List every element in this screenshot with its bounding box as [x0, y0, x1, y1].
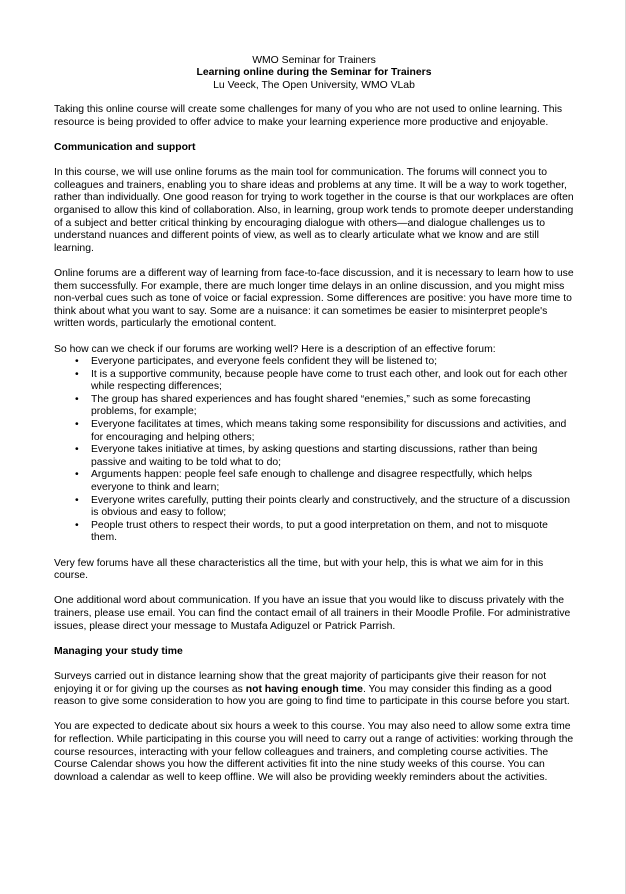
document-title: Learning online during the Seminar for Trainers: [196, 67, 432, 79]
list-item: [75, 393, 574, 419]
study-time-emphasis: not having enough time: [245, 683, 363, 695]
communication-paragraph-3: Very few forums have all these characteristics all the time, but with your help, this is what we aim for in this course.: [54, 557, 544, 582]
list-item-text: Everyone takes initiative at times, by asking questions and starting discussions, rather than being passive and waiting to be told what to do;: [91, 444, 538, 468]
document-header: [54, 55, 574, 92]
bullet-icon: •: [75, 356, 79, 368]
study-time-text-start: Surveys carried out in distance learning show that the great majority of participants give their reason for not enjoying it or for giving up the courses as: [54, 670, 547, 695]
list-item: [75, 519, 574, 545]
seminar-title: WMO Seminar for Trainers: [252, 55, 376, 66]
list-item: [75, 368, 574, 394]
list-item-text: It is a supportive community, because people have come to trust each other, and look out for each other while respecting differences;: [91, 368, 568, 393]
list-item-text: People trust others to respect their words, to put a good interpretation on them, and not to misquote them.: [91, 519, 548, 544]
list-item: [75, 419, 574, 444]
study-time-paragraph-1: [54, 671, 574, 709]
bullet-icon: •: [75, 469, 79, 481]
list-item: [75, 444, 574, 469]
bullet-icon: •: [75, 519, 79, 531]
list-item-text: Everyone facilitates at times, which means taking some responsibility for discussions and activities, and for encouraging and helping others;: [91, 419, 567, 443]
bullet-icon: •: [75, 368, 79, 380]
bullet-icon: •: [75, 494, 79, 506]
communication-paragraph-2: Online forums are a different way of learning from face-to-face discussion, and it is necessary to learn how to use them successfully. For example, there are much longer time delays in an online discussion, and you might miss non-verbal cues such as tone of voice or facial expression. Some differences are positive: you have more time to think about what you want to say. Some are a nuisance: it can sometimes be easier to misinterpret people's written words, particularly the emotional content.: [54, 267, 574, 330]
bullet-icon: •: [75, 393, 79, 405]
study-time-text-end: . You may consider this finding as a good reason to give some consideration to how you are going to find time to participate in this course before you start.: [54, 683, 570, 708]
list-item-text: Arguments happen: people feel safe enough to challenge and disagree respectfully, which helps everyone to think and learn;: [91, 469, 533, 494]
list-item-text: Everyone writes carefully, putting their points clearly and constructively, and the structure of a discussion is obvious and easy to follow;: [91, 494, 570, 519]
list-item: [75, 469, 574, 494]
communication-paragraph-1: In this course, we will use online forums as the main tool for communication. The forums will connect you to colleagues and trainers, enabling you to share ideas and problems at any time. It will be a way to work together, rather than individually. One good reason for trying to work together in the course is that our workplaces are often organised to allow this kind of collaboration. Also, in learning, group work tends to promote deeper understanding of a subject and better critical thinking by encouraging dialogue with others—and dialogue challenges us to understand nuances and different points of view, as well as to clearly articulate what we know and are still learning.: [54, 167, 574, 254]
document-body: [54, 55, 574, 797]
bullet-icon: •: [75, 419, 79, 431]
forum-list-intro: So how can we check if our forums are working well? Here is a description of an effective forum:: [54, 343, 496, 355]
effective-forum-list: [54, 356, 574, 545]
intro-paragraph: Taking this online course will create some challenges for many of you who are not used to online learning. This resource is being provided to offer advice to make your learning experience more productive and enjoyable.: [54, 104, 563, 128]
bullet-icon: •: [75, 444, 79, 456]
communication-paragraph-4: One additional word about communication. If you have an issue that you would like to discuss privately with the trainers, please use email. You can find the contact email of all trainers in their Moodle Profile. For administrative issues, please direct your message to Mustafa Adiguzel or Patrick Parrish.: [54, 595, 571, 632]
study-time-paragraph-2: You are expected to dedicate about six hours a week to this course. You may also need to allow some extra time for reflection. While participating in this course you will need to carry out a range of activities: working through the course resources, interacting with your fellow colleagues and trainers, and completing course activities. The Course Calendar shows you how the different activities fit into the nine study weeks of this course. You can download a calendar as well to keep offline. We will also be providing weekly reminders about the activities.: [54, 721, 574, 783]
list-item-text: Everyone participates, and everyone feels confident they will be listened to;: [91, 356, 437, 368]
list-item: [75, 494, 574, 520]
list-item: [75, 356, 574, 369]
section-heading-study-time: Managing your study time: [54, 645, 183, 657]
section-heading-communication: Communication and support: [54, 142, 196, 153]
list-item-text: The group has shared experiences and has fought shared “enemies,” such as some forecasting problems, for example;: [91, 393, 531, 418]
author-line: Lu Veeck, The Open University, WMO VLab: [213, 79, 415, 91]
